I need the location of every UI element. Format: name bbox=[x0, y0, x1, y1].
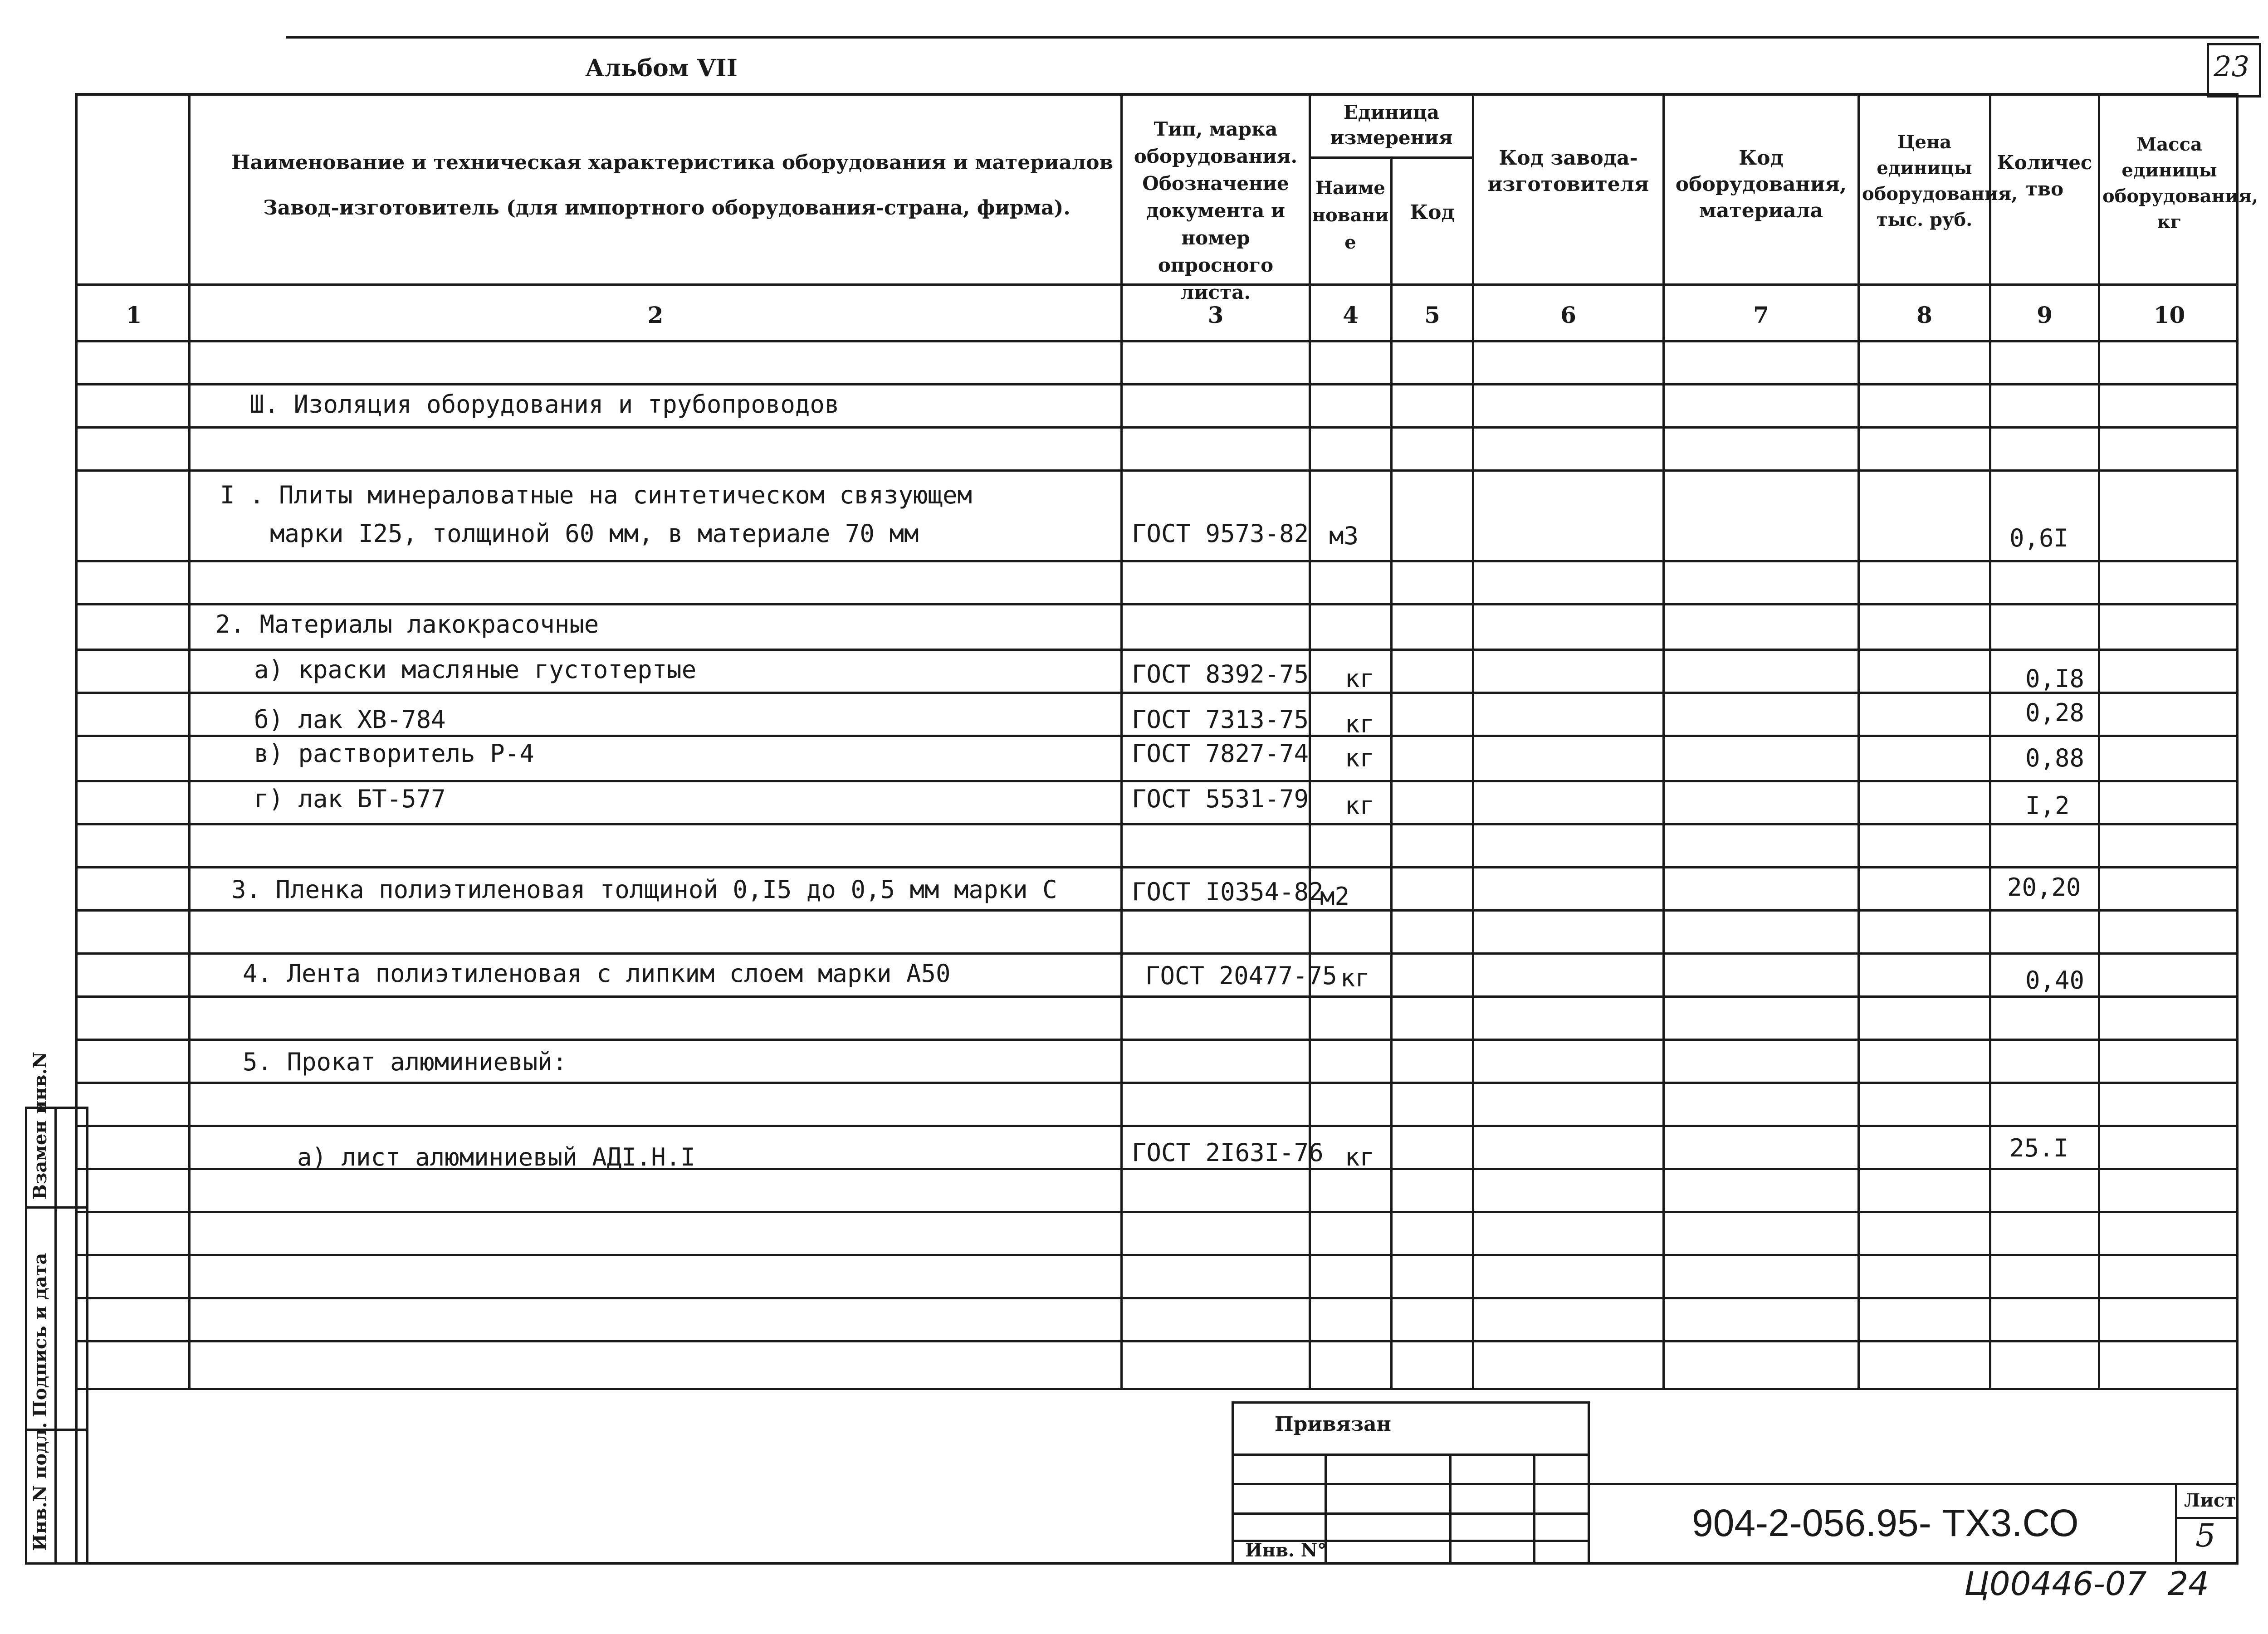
number-row-bottom-line bbox=[75, 340, 2239, 342]
col-number: 9 bbox=[2037, 302, 2053, 328]
col-divider bbox=[2098, 93, 2100, 1388]
col-number: 3 bbox=[1207, 302, 1224, 328]
stamp-line bbox=[1232, 1512, 1590, 1515]
col-divider bbox=[1472, 93, 1474, 1388]
row-line bbox=[75, 866, 2239, 868]
row-line bbox=[75, 426, 2239, 429]
row-unit: кг bbox=[1340, 964, 1370, 992]
row-qty: 0,28 bbox=[2025, 698, 2085, 727]
side-label-inv: Инв.N подл. bbox=[29, 1422, 51, 1551]
row-unit: кг bbox=[1345, 791, 1375, 820]
row-unit: м3 bbox=[1329, 522, 1359, 550]
col-number: 1 bbox=[126, 302, 142, 328]
header-col6: Код завода-изготовителя bbox=[1487, 146, 1649, 196]
row-line bbox=[75, 1211, 2239, 1213]
row-line bbox=[75, 1125, 2239, 1127]
row-qty: 0,6I bbox=[2009, 524, 2069, 552]
row-line bbox=[75, 823, 2239, 825]
row-line bbox=[75, 1254, 2239, 1256]
col-divider bbox=[1857, 93, 1860, 1388]
row-unit: кг bbox=[1345, 664, 1375, 693]
header-col10: Масса единицы оборудования, кг bbox=[2102, 134, 2258, 233]
header-col3: Тип, марка оборудования. Обозначение документа и номер опросного листа. bbox=[1134, 118, 1298, 303]
side-strip-divider bbox=[25, 1206, 88, 1209]
header-col5: Код bbox=[1410, 201, 1455, 224]
header-col9: Количество bbox=[1997, 151, 2092, 200]
row-qty: 0,40 bbox=[2025, 966, 2085, 995]
row-name: а) краски масляные густотертые bbox=[254, 655, 697, 684]
col-divider bbox=[1989, 93, 1991, 1388]
row-unit: кг bbox=[1345, 1143, 1375, 1171]
stamp-line bbox=[1232, 1454, 1590, 1456]
row-line bbox=[75, 1340, 2239, 1342]
header-col1-line1: Наименование и техническая характеристика оборудования и материалов bbox=[231, 151, 1114, 174]
stamp-line bbox=[1533, 1454, 1535, 1565]
row-line bbox=[75, 1039, 2239, 1041]
row-line bbox=[75, 995, 2239, 998]
col-number: 2 bbox=[647, 302, 664, 328]
row-name: 4. Лента полиэтиленовая с липким слоем марки А50 bbox=[243, 959, 951, 988]
row-line bbox=[75, 469, 2239, 472]
col-number: 7 bbox=[1753, 302, 1769, 328]
header-col8: Цена единицы оборудования, тыс. руб. bbox=[1862, 132, 2018, 230]
row-name: б) лак ХВ-784 bbox=[254, 705, 446, 734]
col-number: 6 bbox=[1560, 302, 1576, 328]
col-divider bbox=[1390, 156, 1393, 1388]
row-line bbox=[75, 383, 2239, 385]
row-name: 3. Пленка полиэтиленовая толщиной 0,I5 до 0,5 мм марки С bbox=[231, 875, 1057, 904]
col-number: 4 bbox=[1343, 302, 1359, 328]
col-divider bbox=[1309, 93, 1311, 1388]
handwritten-code: Ц00446-07 24 bbox=[1964, 1565, 2209, 1603]
row-line bbox=[75, 649, 2239, 651]
album-label: Альбом VII bbox=[585, 54, 738, 82]
row-name: 2. Материалы лакокрасочные bbox=[215, 610, 599, 639]
stamp-right-top bbox=[1590, 1483, 2239, 1485]
row-name: Ш. Изоляция оборудования и трубопроводов bbox=[249, 390, 840, 419]
row-line bbox=[75, 735, 2239, 737]
row-line bbox=[75, 780, 2239, 782]
row-line bbox=[75, 1297, 2239, 1299]
row-name: г) лак БТ-577 bbox=[254, 785, 446, 813]
row-line bbox=[75, 952, 2239, 955]
header-unit-group: Единица измерения bbox=[1330, 101, 1453, 149]
header-col7: Код оборудования, материала bbox=[1675, 146, 1847, 222]
row-unit: м2 bbox=[1320, 882, 1350, 911]
stamp-sheet-label: Лист bbox=[2184, 1490, 2236, 1511]
stamp-attached-label: Привязан bbox=[1275, 1413, 1391, 1436]
row-line bbox=[75, 560, 2239, 562]
side-label-sign: Подпись и дата bbox=[29, 1253, 51, 1417]
row-qty: 0,I8 bbox=[2025, 664, 2085, 693]
stamp-sheet-divider bbox=[2175, 1483, 2177, 1565]
row-line bbox=[75, 1082, 2239, 1084]
row-unit: кг bbox=[1345, 710, 1375, 738]
row-name: а) лист алюминиевый АДI.Н.I bbox=[297, 1143, 695, 1171]
row-line bbox=[75, 603, 2239, 605]
header-col4: Наименование bbox=[1312, 177, 1389, 253]
col-divider bbox=[188, 93, 191, 1388]
row-doc: ГОСТ 7313-75 bbox=[1132, 705, 1309, 734]
col-number: 8 bbox=[1916, 302, 1932, 328]
row-qty: I,2 bbox=[2025, 791, 2070, 820]
row-name: 5. Прокат алюминиевый: bbox=[243, 1048, 567, 1076]
row-doc: ГОСТ 20477-75 bbox=[1145, 961, 1337, 990]
side-strip-divider bbox=[54, 1107, 57, 1565]
row-doc: ГОСТ 5531-79 bbox=[1132, 785, 1309, 813]
col-divider bbox=[1120, 93, 1123, 1388]
row-line bbox=[75, 909, 2239, 912]
row-qty: 20,20 bbox=[2007, 873, 2081, 902]
row-line bbox=[75, 692, 2239, 694]
row-doc: ГОСТ 2I63I-76 bbox=[1132, 1138, 1324, 1167]
col-divider bbox=[1662, 93, 1665, 1388]
row-name: в) растворитель Р-4 bbox=[254, 739, 534, 768]
stamp-inv-label: Инв. N° bbox=[1245, 1540, 1327, 1561]
corner-page-number: 23 bbox=[2214, 50, 2249, 83]
top-rule bbox=[286, 36, 2259, 39]
col-number: 10 bbox=[2153, 302, 2185, 328]
row-doc: ГОСТ 7827-74 bbox=[1132, 739, 1309, 768]
row-name: I . Плиты минераловатные на синтетическом связующем bbox=[220, 481, 973, 509]
row-qty: 25.I bbox=[2009, 1134, 2069, 1162]
stamp-line bbox=[1449, 1454, 1452, 1565]
side-label-replace: Взамен инв.N bbox=[29, 1052, 51, 1200]
row-doc: ГОСТ 8392-75 bbox=[1132, 660, 1309, 688]
stamp-sheet-number: 5 bbox=[2195, 1517, 2216, 1554]
stamp-designation: 904-2-056.95- ТХ3.СО bbox=[1692, 1502, 2079, 1544]
row-unit: кг bbox=[1345, 744, 1375, 772]
row-name: марки I25, толщиной 60 мм, в материале 70 мм bbox=[270, 519, 919, 548]
row-line bbox=[75, 1388, 2239, 1390]
row-doc: ГОСТ 9573-82 bbox=[1132, 519, 1309, 548]
row-doc: ГОСТ I0354-82 bbox=[1132, 878, 1324, 906]
col-number: 5 bbox=[1424, 302, 1440, 328]
stamp-line bbox=[1232, 1483, 1590, 1485]
row-qty: 0,88 bbox=[2025, 744, 2085, 772]
header-col1-line2: Завод-изготовитель (для импортного оборудования-страна, фирма). bbox=[263, 196, 1070, 219]
